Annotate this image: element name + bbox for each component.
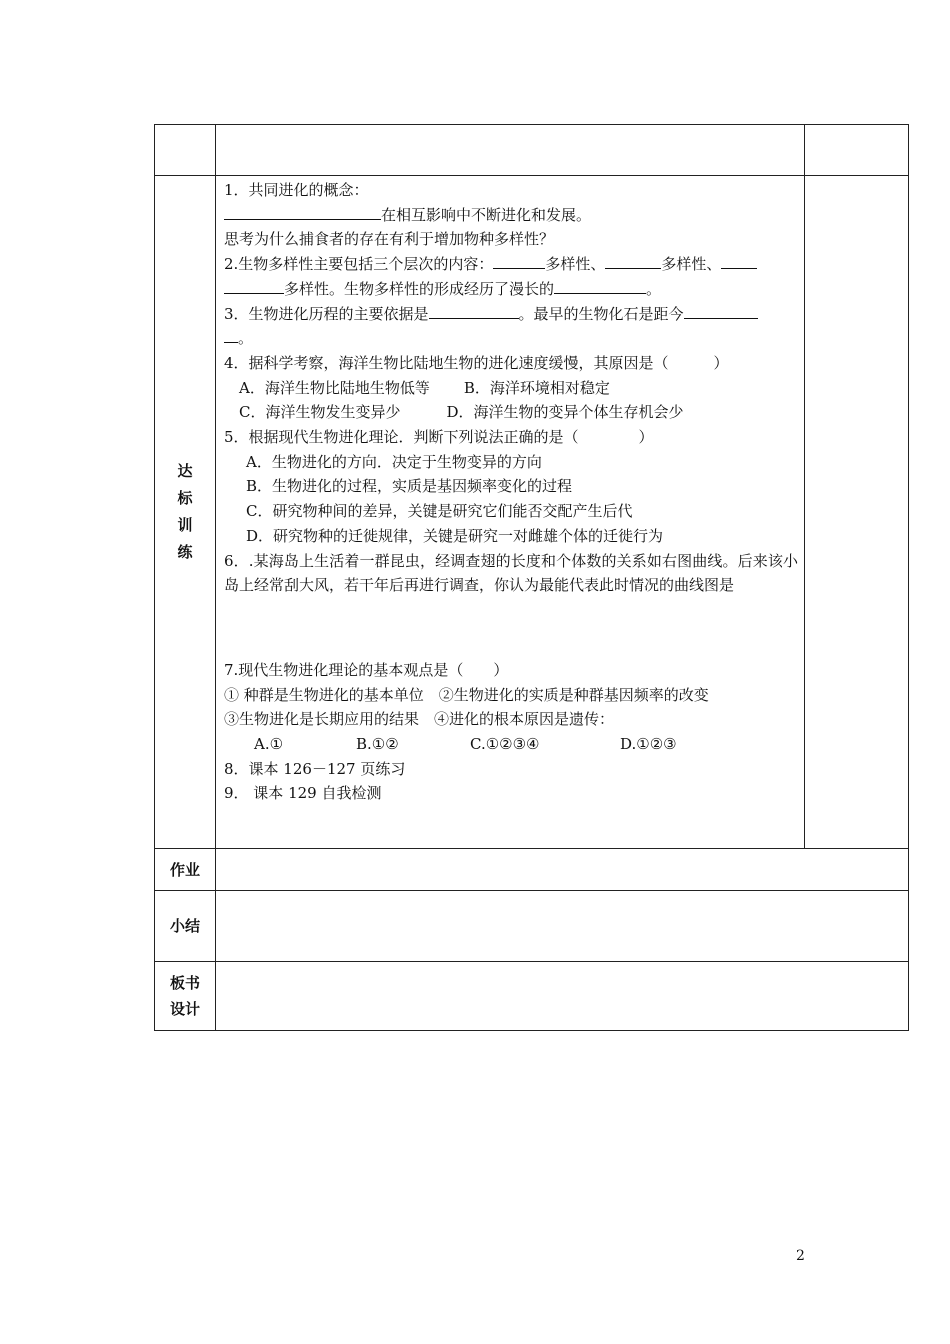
question-9: 9． 课本 129 自我检测	[224, 784, 382, 803]
question-1-title: 1．共同进化的概念：	[224, 181, 369, 199]
question-5-option-c: C．研究物种间的差异，关键是研究它们能否交配产生后代	[246, 502, 633, 521]
board-design-row	[155, 962, 909, 1031]
question-5-option-a: A．生物进化的方向．决定于生物变异的方向	[246, 452, 542, 471]
question-7-statements-2: ③生物进化是长期应用的结果 ④进化的根本原因是遗传：	[224, 710, 615, 729]
homework-row	[155, 849, 909, 891]
training-label-text: 达标训练	[177, 462, 193, 561]
training-notes-cell	[805, 176, 909, 849]
summary-content-cell	[216, 891, 909, 962]
answer-blank	[224, 204, 381, 220]
training-label	[178, 458, 193, 566]
page-number: 2	[796, 1248, 805, 1264]
question-2-line-1: 2.生物多样性主要包括三个层次的内容： 多样性、 多样性、	[224, 252, 798, 277]
question-4-stem: 4．据科学考察，海洋生物比陆地生物的进化速度缓慢，其原因是（ ）	[224, 353, 729, 372]
training-row	[155, 176, 909, 849]
training-content-cell	[216, 176, 805, 849]
training-label-cell	[155, 176, 216, 849]
question-7-options: A.① B.①② C.①②③④ D.①②③	[254, 735, 677, 754]
answer-blank	[605, 253, 661, 269]
header-label-cell	[155, 125, 216, 176]
lesson-table	[154, 124, 909, 1031]
summary-label: 小结	[155, 891, 216, 962]
header-content-cell	[216, 125, 805, 176]
question-5-option-b: B．生物进化的过程，实质是基因频率变化的过程	[246, 477, 573, 496]
figure-space	[224, 598, 798, 658]
question-5-stem: 5．根据现代生物进化理论．判断下列说法正确的是（ ）	[224, 428, 654, 447]
homework-content-cell	[216, 849, 909, 891]
board-design-content-cell	[216, 962, 909, 1031]
question-5-option-d: D．研究物种的迁徙规律，关键是研究一对雌雄个体的迁徙行为	[246, 526, 664, 545]
question-1-think: 思考为什么捕食者的存在有利于增加物种多样性？	[224, 230, 555, 249]
homework-label: 作业	[155, 849, 216, 891]
board-design-label-cell	[155, 962, 216, 1031]
question-2-line-2: 多样性。生物多样性的形成经历了漫长的 。	[224, 277, 798, 302]
question-7-statements-1: ① 种群是生物进化的基本单位 ②生物进化的实质是种群基因频率的改变	[224, 685, 709, 704]
answer-blank	[493, 253, 545, 269]
question-4-options-cd: C．海洋生物发生变异少 D．海洋生物的变异个体生存机会少	[239, 403, 684, 422]
question-6-text: 6．.某海岛上生活着一群昆虫，经调查翅的长度和个体数的关系如右图曲线。后来该小岛上经常刮大风，若干年后再进行调查，你认为最能代表此时情况的曲线图是	[224, 551, 798, 595]
board-design-label-line-2: 设计	[169, 1000, 200, 1018]
board-design-label-line-1: 板书	[169, 974, 200, 992]
answer-blank	[554, 278, 646, 294]
question-4-options-ab: A．海洋生物比陆地生物低等 B．海洋环境相对稳定	[239, 378, 610, 397]
question-3-line-1: 3．生物进化历程的主要依据是 。最早的生物化石是距今	[224, 302, 798, 327]
answer-blank	[684, 303, 758, 319]
summary-row	[155, 891, 909, 962]
question-7-stem: 7.现代生物进化理论的基本观点是（ ）	[224, 660, 509, 679]
question-1-definition: 在相互影响中不断进化和发展。	[224, 203, 798, 228]
question-8: 8．课本 126－127 页练习	[224, 759, 406, 778]
answer-blank	[721, 253, 757, 269]
answer-blank	[224, 327, 238, 343]
answer-blank	[224, 278, 284, 294]
training-content	[216, 176, 804, 812]
question-3-line-2: 。	[224, 326, 798, 351]
header-row	[155, 125, 909, 176]
answer-blank	[429, 303, 519, 319]
header-notes-cell	[805, 125, 909, 176]
